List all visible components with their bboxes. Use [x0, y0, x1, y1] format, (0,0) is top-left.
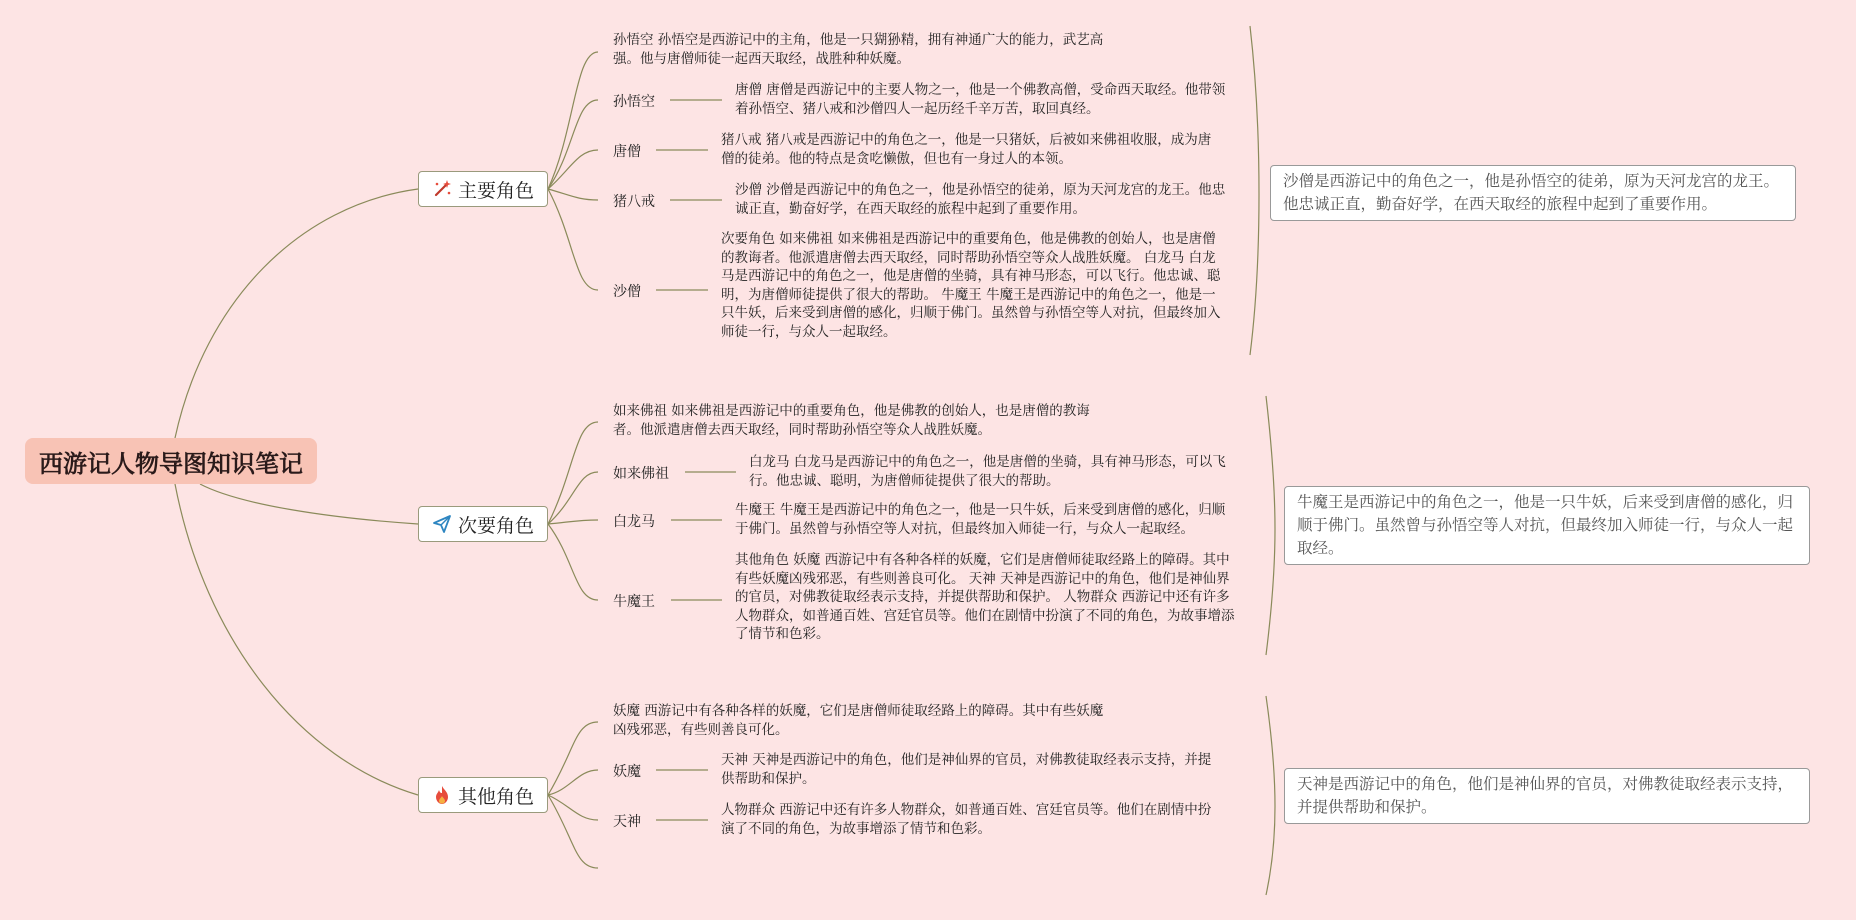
item-text-tianshen: 人物群众 西游记中还有许多人物群众，如普通百姓、宫廷官员等。他们在剧情中扮演了不同的角色，为故事增添了情节和色彩。 [721, 802, 1212, 837]
item-text-niumowang: 其他角色 妖魔 西游记中有各种各样的妖魔，它们是唐僧师徒取经路上的障碍。其中有些妖魔凶残邪恶，有些则善良可化。 天神 天神是西游记中的角色，他们是神仙界的官员，对佛教徒取经表示支持，并提供帮助和保护。 人物群众 西游记中还有许多人物群众，如普通百姓、宫廷官员等。他们在剧情中扮演了不同的角色，为故事增添了情节和色彩。 [735, 552, 1235, 642]
paper-plane-icon [432, 514, 452, 534]
summary-bracket-other [1266, 696, 1275, 895]
branch-main-characters[interactable] [418, 171, 548, 207]
item-label-bailongma[interactable]: 白龙马 [613, 514, 655, 530]
connector-main-1 [548, 100, 598, 189]
connector-root-secondary [200, 484, 418, 524]
item-label-sunwukong[interactable]: 孙悟空 [613, 94, 655, 110]
connector-other-intro [548, 722, 598, 795]
summary-bracket-secondary [1266, 396, 1275, 655]
branch-secondary-intro: 如来佛祖 如来佛祖是西游记中的重要角色，他是佛教的创始人，也是唐僧的教诲者。他派遣唐僧去西天取经，同时帮助孙悟空等众人战胜妖魔。 [613, 403, 1090, 438]
connector-main-intro [548, 52, 598, 189]
item-label-tianshen[interactable]: 天神 [613, 814, 641, 830]
item-text-sunwukong: 唐僧 唐僧是西游记中的主要人物之一，他是一个佛教高僧，受命西天取经。他带领着孙悟空、猪八戒和沙僧四人一起历经千辛万苦，取回真经。 [735, 82, 1226, 117]
branch-label: 主要角色 [457, 179, 534, 202]
connector-main-3 [548, 189, 598, 200]
item-text-shaseng: 次要角色 如来佛祖 如来佛祖是西游记中的重要角色，他是佛教的创始人，也是唐僧的教诲者。他派遣唐僧去西天取经，同时帮助孙悟空等众人战胜妖魔。 白龙马 白龙马是西游记中的角色之一，他是唐僧的坐骑，具有神马形态，可以飞行。他忠诚、聪明，为唐僧师徒提供了很大的帮助。 牛魔王 牛魔王是西游记中的角色之一，他是一只牛妖，后来受到唐僧的感化，归顺于佛门。虽然曾与孙悟空等人对抗，但最终加入师徒一行，与众人一起取经。 [721, 231, 1221, 340]
connector-secondary-3 [548, 524, 598, 600]
item-label-yaomo[interactable]: 妖魔 [613, 764, 641, 780]
item-label-shaseng[interactable]: 沙僧 [613, 284, 641, 300]
magic-wand-icon [432, 179, 452, 199]
branch-main-intro: 孙悟空 孙悟空是西游记中的主角，他是一只猢狲精，拥有神通广大的能力，武艺高强。他与唐僧师徒一起西天取经，战胜种种妖魔。 [613, 32, 1104, 67]
item-label-niumowang[interactable]: 牛魔王 [613, 594, 655, 610]
branch-other-intro: 妖魔 西游记中有各种各样的妖魔，它们是唐僧师徒取经路上的障碍。其中有些妖魔凶残邪恶，有些则善良可化。 [613, 703, 1104, 738]
connector-root-main [175, 189, 418, 438]
summary-callout-secondary: 牛魔王是西游记中的角色之一，他是一只牛妖，后来受到唐僧的感化，归顺于佛门。虽然曾与孙悟空等人对抗，但最终加入师徒一行，与众人一起取经。 [1284, 486, 1810, 565]
item-text-tangseng: 猪八戒 猪八戒是西游记中的角色之一，他是一只猪妖，后被如来佛祖收服，成为唐僧的徒弟。他的特点是贪吃懒傲，但也有一身过人的本领。 [721, 132, 1212, 167]
item-text-rulaifozu: 白龙马 白龙马是西游记中的角色之一，他是唐僧的坐骑，具有神马形态，可以飞行。他忠诚、聪明，为唐僧师徒提供了很大的帮助。 [749, 454, 1226, 489]
connector-root-other [175, 484, 418, 795]
branch-label: 次要角色 [457, 514, 534, 537]
root-topic[interactable]: 西游记人物导图知识笔记 [25, 438, 317, 484]
item-label-rulaifozu[interactable]: 如来佛祖 [613, 466, 669, 482]
item-text-zhubajie: 沙僧 沙僧是西游记中的角色之一，他是孙悟空的徒弟，原为天河龙宫的龙王。他忠诚正直，勤奋好学，在西天取经的旅程中起到了重要作用。 [735, 182, 1226, 217]
connector-other-3 [548, 795, 598, 868]
summary-callout-other: 天神是西游记中的角色，他们是神仙界的官员，对佛教徒取经表示支持，并提供帮助和保护。 [1284, 768, 1810, 824]
item-label-tangseng[interactable]: 唐僧 [613, 144, 641, 160]
fire-icon [432, 785, 452, 805]
branch-secondary-characters[interactable] [418, 506, 548, 542]
item-text-yaomo: 天神 天神是西游记中的角色，他们是神仙界的官员，对佛教徒取经表示支持，并提供帮助和保护。 [721, 752, 1212, 787]
connector-main-4 [548, 189, 598, 290]
branch-other-characters[interactable] [418, 777, 548, 813]
item-text-bailongma: 牛魔王 牛魔王是西游记中的角色之一，他是一只牛妖，后来受到唐僧的感化，归顺于佛门。虽然曾与孙悟空等人对抗，但最终加入师徒一行，与众人一起取经。 [735, 502, 1226, 537]
item-label-zhubajie[interactable]: 猪八戒 [613, 194, 655, 210]
branch-label: 其他角色 [457, 785, 534, 808]
summary-callout-main: 沙僧是西游记中的角色之一，他是孙悟空的徒弟，原为天河龙宫的龙王。他忠诚正直，勤奋好学，在西天取经的旅程中起到了重要作用。 [1270, 165, 1796, 221]
summary-bracket-main [1250, 26, 1259, 355]
connector-secondary-2 [548, 520, 598, 524]
connector-secondary-1 [548, 472, 598, 524]
